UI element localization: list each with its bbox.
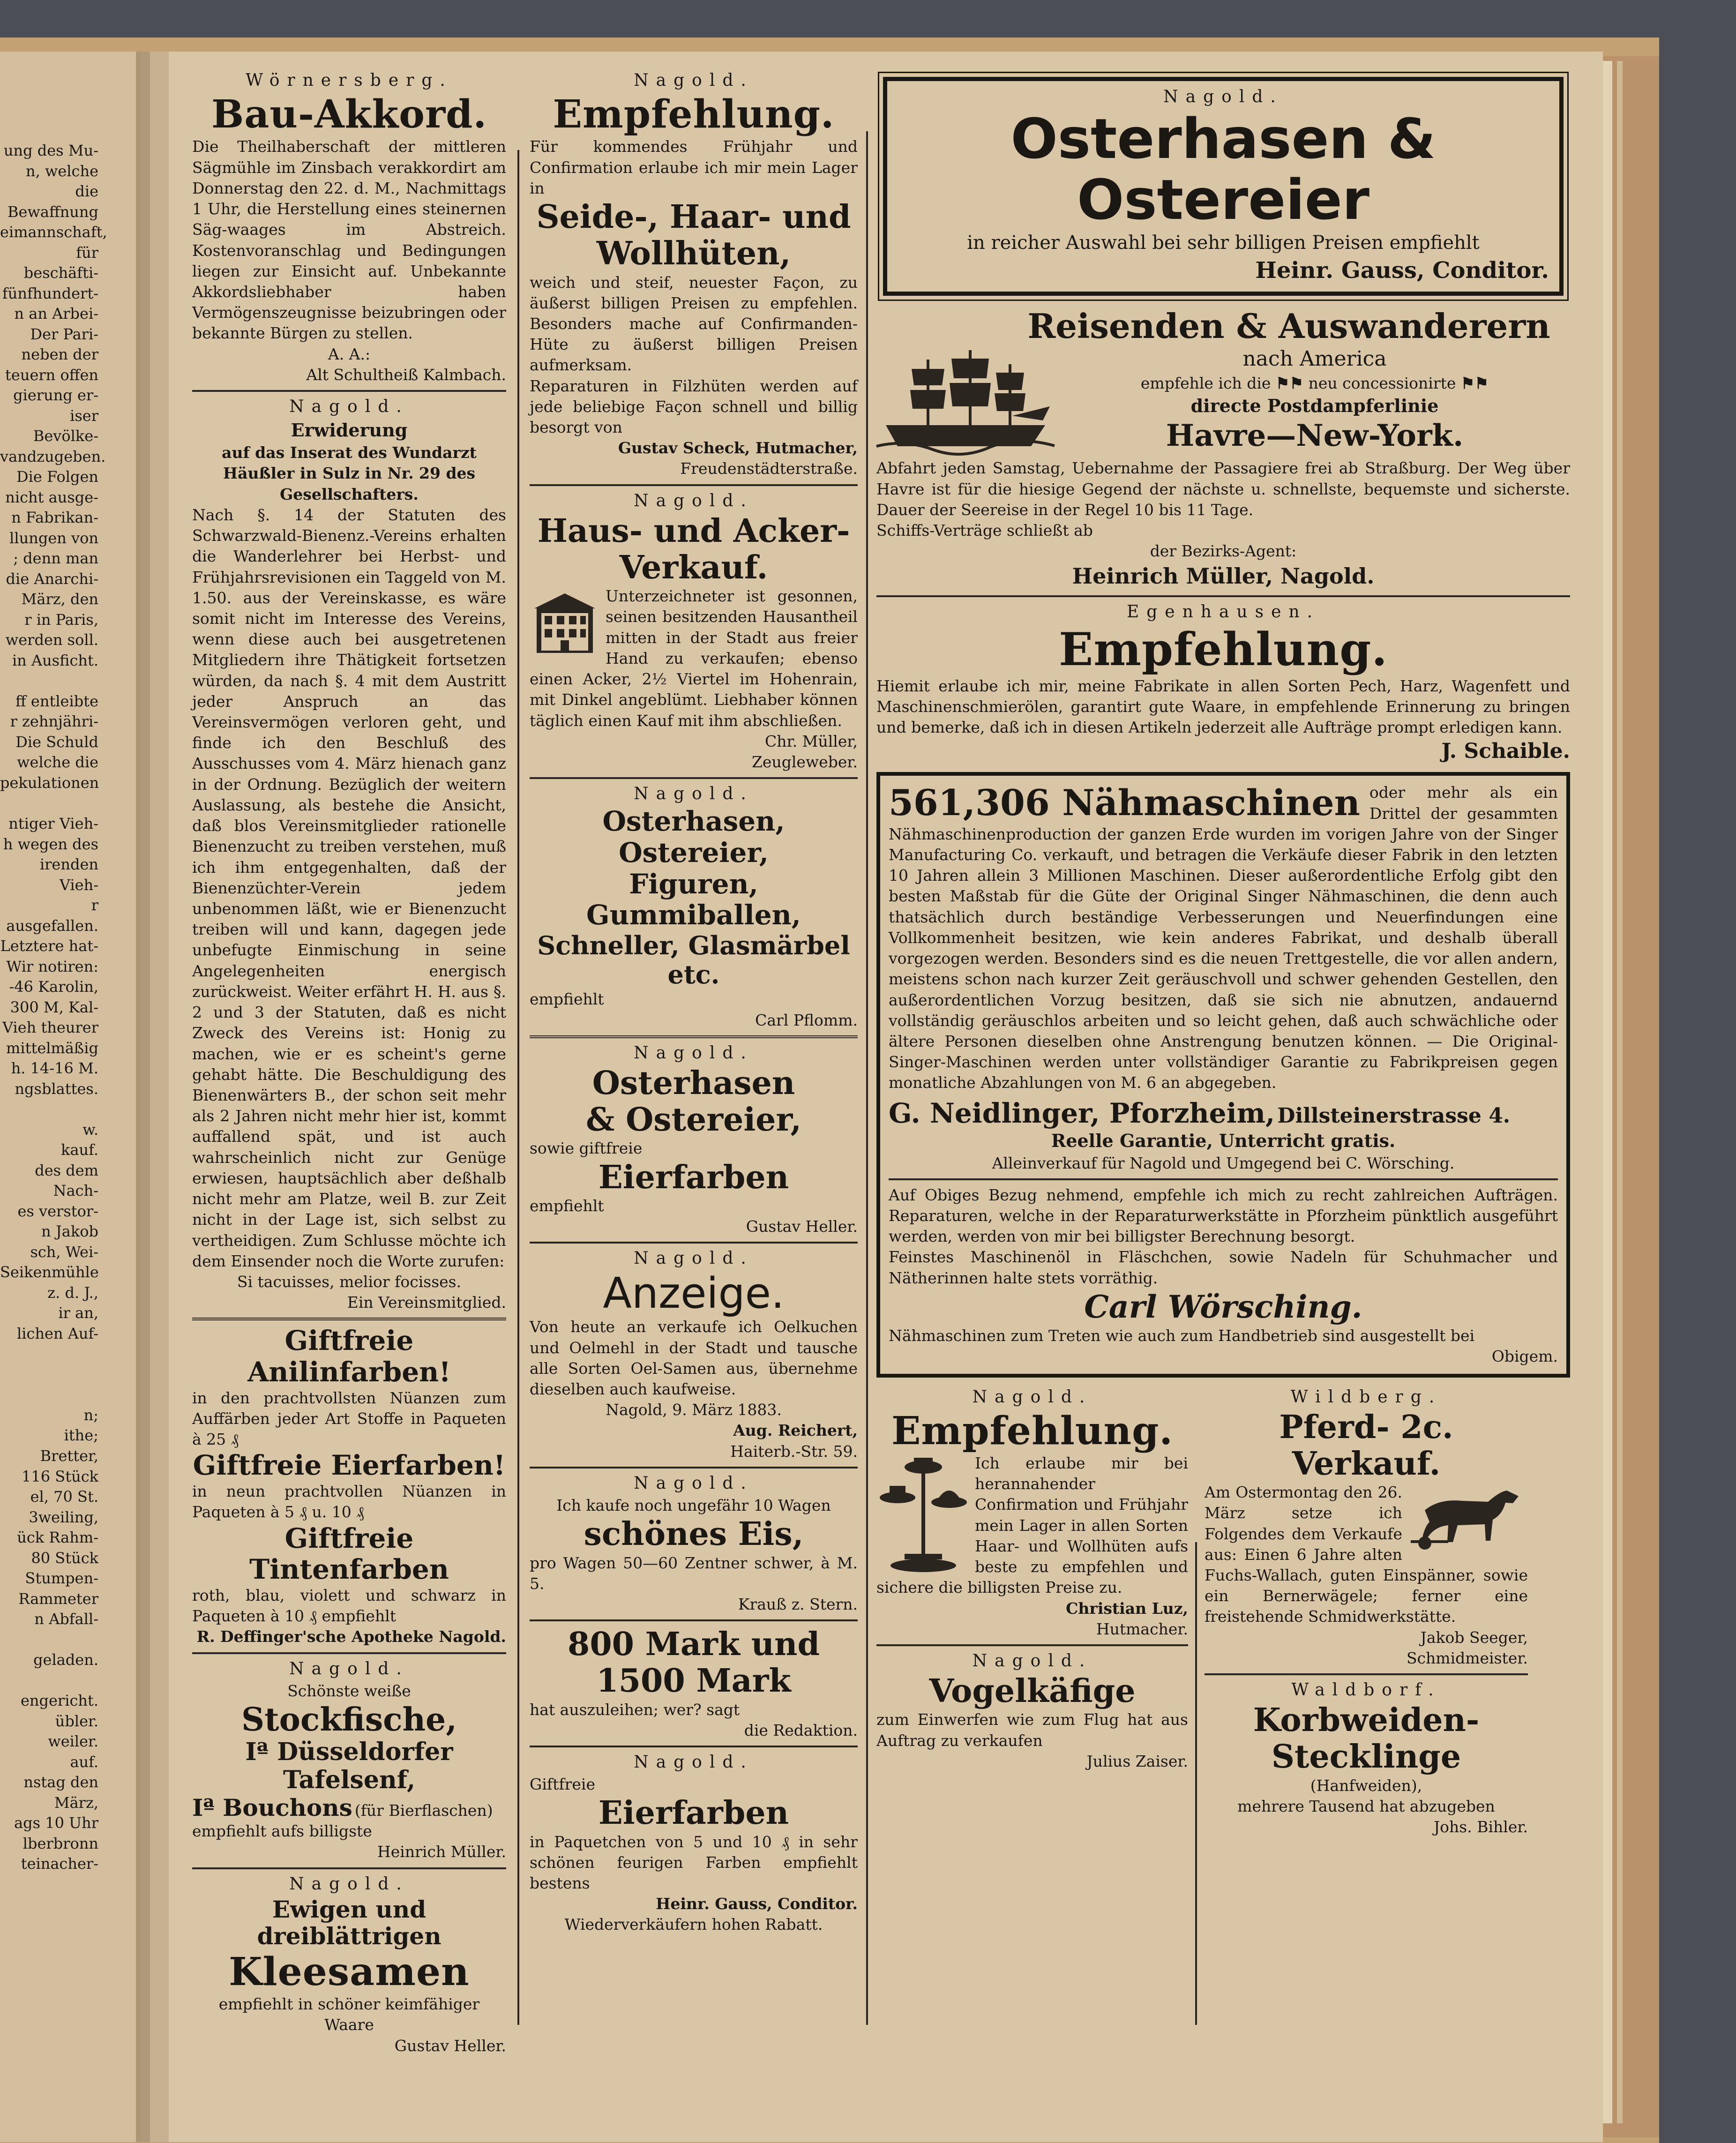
- ad-place: Nagold.: [972, 1387, 1092, 1407]
- column-divider: [517, 150, 519, 2025]
- left-page-line: teinacher-: [21, 1855, 98, 1873]
- ad-kleesamen: [192, 1874, 506, 2056]
- ad-headline: Osterhasen & Ostereier: [1010, 106, 1436, 232]
- ad-headline: Osterhasen, Ostereier,: [602, 805, 785, 869]
- ad-alleinverkauf: Alleinverkauf für Nagold und Umgegend bei C. Wörsching.: [992, 1154, 1455, 1172]
- left-page-line: h. 14-16 M.: [11, 1059, 98, 1078]
- left-page-line: Bretter,: [40, 1447, 98, 1465]
- left-page-line: Die Schuld: [15, 733, 98, 751]
- separator: [192, 1867, 506, 1869]
- ad-signature: Alt Schultheiß Kalmbach.: [306, 365, 506, 384]
- ad-headline: Empfehlung.: [553, 92, 835, 137]
- ad-signature: Heinrich Müller.: [377, 1843, 506, 1861]
- ad-headline: Empfehlung.: [1059, 623, 1388, 676]
- ad-signature: Krauß z. Stern.: [738, 1595, 858, 1613]
- ad-place: Nagold.: [1163, 87, 1283, 106]
- ad-signature: Christian Luz,: [1066, 1599, 1188, 1618]
- flag-icon: ⚑⚑: [1460, 374, 1489, 393]
- left-page-line: eimannschaft,: [0, 223, 107, 241]
- ad-text: weich und steif, neuester Façon, zu äußerst billigen Preisen zu empfehlen. Besonders mache auf Confirmanden-Hüte zu äußerst billigen Preisen aufmerksam.: [530, 273, 858, 375]
- ad-text: Ich kaufe noch ungefähr 10 Wagen: [556, 1496, 831, 1515]
- ad-signature: Carl Pflomm.: [755, 1011, 858, 1029]
- ad-signature: Heinr. Gauss, Conditor.: [656, 1895, 858, 1913]
- ad-bauakkord: [192, 70, 506, 385]
- left-page-fragments: [0, 141, 107, 2016]
- left-page-line: lberbronn: [22, 1834, 98, 1852]
- left-page-line: 116 Stück: [22, 1467, 98, 1485]
- separator: [1205, 1673, 1528, 1675]
- left-page-line: iser Bevölke-: [33, 406, 98, 445]
- separator: [530, 1467, 858, 1469]
- ad-text: Für kommendes Frühjahr und Confirmation erlaube ich mir mein Lager in: [530, 137, 858, 197]
- left-page-line: ithe;: [64, 1426, 98, 1445]
- column-divider: [866, 131, 868, 2025]
- left-page-line: sch, Wei-: [30, 1243, 98, 1261]
- left-page-text: [0, 141, 107, 1874]
- ad-place: Nagold.: [634, 1043, 754, 1063]
- left-page-line: [0, 1099, 98, 1120]
- left-page-line: ngsblattes.: [15, 1079, 98, 1098]
- ad-stockfische: [192, 1659, 506, 1863]
- ad-headline: Iª Bouchons: [192, 1793, 352, 1821]
- ad-text: oder mehr als ein Drittel der gesammten Nähmaschinenproduction der ganzen Erde wurden im vorigen Jahre von der Singer Manufacturing Co. verkauft, und betragen die Verkäufe dieser Fabrik in den letzten 10 Jahren allein 3 Millionen Maschinen. Dieser außerordentliche Erfolg gibt den besten Maßstab für die Güte der Original Singer Nähmaschinen, die denn auch thatsächlich durch beständige Verbesserungen und Neuerfindungen eine Vollkommenheit besitzen, wie kein anderes Fabrikat, und deshalb überall vorgezogen werden. Besonders sind es die neuen Trettgestelle, die vor allen andern, meistens schon nach kurzer Zeit geräuschvoll und schwer gehenden Gestellen, den außerordentlichen Vorzug besitzen, daß sie sich nie abnutzen, andauernd vollständig geräuschlos arbeiten und so leicht gehen, daß auch schwächliche oder ältere Personen dieselben ohne Anstrengung benutzen können. — Die Original-Singer-Maschinen werden unter vollständiger Garantie zu Fabrikpreisen gegen monatliche Abzahlungen von M. 6 an abgegeben.: [889, 783, 1558, 1092]
- ad-osterhasen-pflomm: [530, 784, 858, 1031]
- left-page-line: n Fabrikan-: [11, 509, 98, 527]
- left-page-line: kauf.: [61, 1141, 98, 1159]
- separator: [876, 595, 1570, 597]
- ad-mark: [530, 1626, 858, 1741]
- left-page-line: ; denn man: [13, 549, 98, 568]
- horse-icon: [1406, 1482, 1528, 1552]
- left-page-line: ags 10 Uhr: [14, 1814, 98, 1832]
- left-page-line: Vieh theurer: [2, 1019, 98, 1037]
- column-2: [530, 70, 858, 2039]
- ad-text-part: empfehle ich die: [1140, 374, 1271, 393]
- ad-text: in den prachtvollsten Nüanzen zum Auffärben jeder Art Stoffe in Paqueten à 25 ₰: [192, 1388, 506, 1449]
- left-page-line: 300 M, Kal-: [10, 998, 98, 1016]
- ad-headline: Vogelkäfige: [929, 1672, 1136, 1710]
- left-page-line: n an Arbei-: [14, 305, 98, 323]
- ad-text: Hiemit erlaube ich mir, meine Fabrikate in allen Sorten Pech, Harz, Wagenfett und Maschinenschmierölen, garantirt gute Waare, in empfehlende Erinnerung zu bringen und bemerke, daß ich in diesen Artikeln jederzeit alle Aufträge prompt erledigen kann.: [876, 676, 1570, 737]
- ad-title: Zeugleweber.: [752, 753, 858, 772]
- ad-anzeige: [530, 1248, 858, 1462]
- ad-subhead: directe Postdampferlinie: [1190, 395, 1439, 416]
- left-page-line: n, welche die: [26, 162, 98, 201]
- left-page-line: llungen von: [9, 529, 98, 547]
- left-page-line: pekulationen: [0, 773, 99, 792]
- separator: [530, 1035, 858, 1038]
- left-page-line: nicht ausge-: [5, 488, 98, 506]
- ad-text: Feinstes Maschinenöl in Fläschchen, sowie Nadeln für Schuhmacher und Nätherinnen halte stets vorräthig.: [889, 1248, 1558, 1287]
- ad-address: Freudenstädterstraße.: [680, 459, 858, 478]
- separator: [530, 1619, 858, 1621]
- ad-headline: Erwiderung: [291, 420, 408, 441]
- ad-anilinfarben: [192, 1325, 506, 1647]
- ad-text: Obigem.: [1491, 1347, 1558, 1366]
- separator: [192, 1652, 506, 1654]
- left-page-line: z. d. J.,: [47, 1283, 98, 1302]
- ad-headline: Kleesamen: [229, 1949, 470, 1994]
- ad-place: Nagold.: [289, 397, 409, 417]
- ad-eis: [530, 1473, 858, 1615]
- left-page-line: Seikenmühle: [0, 1263, 99, 1281]
- ad-text: in reicher Auswahl bei sehr billigen Preisen empfiehlt: [967, 232, 1480, 254]
- left-page-line: teuern offen: [5, 366, 98, 384]
- ad-headline: Giftfreie Anilinfarben!: [247, 1325, 451, 1388]
- left-page-line: r zehnjähri-: [10, 712, 98, 731]
- ad-text: pro Wagen 50—60 Zentner schwer, à M. 5.: [530, 1553, 858, 1593]
- left-page-line: Die Folgen: [16, 468, 98, 486]
- ad-pretext: sowie giftfreie: [530, 1139, 643, 1158]
- ad-headline: Seide-, Haar- und Wollhüten,: [536, 198, 851, 273]
- ad-subhead: nach America: [1242, 347, 1387, 371]
- ad-address: Haiterb.-Str. 59.: [730, 1442, 858, 1461]
- ad-schaible: [876, 602, 1570, 765]
- ad-place: Nagold.: [972, 1651, 1092, 1671]
- left-page-line: es verstor-: [17, 1202, 98, 1220]
- ad-text: Unterzeichneter ist gesonnen, seinen besitzenden Hausantheil mitten in der Stadt aus freier Hand zu verkaufen; ebenso einen Acker, 2½ Viertel im Hohenrain, mit Dinkel angeblümt. Liebhaber können täglich einen Kauf mit ihm abschließen.: [530, 587, 858, 730]
- left-page-line: -46 Karolin,: [9, 978, 98, 996]
- left-page-line: n;: [83, 1406, 98, 1424]
- ad-text: Am Ostermontag den 26. März setze ich Folgendes dem Verkaufe aus: Einen 6 Jahre alten Fuchs-Wallach, guten Einspänner, sowie ein Bernerwägele; ferner eine freistehende Schmidwerkstätte.: [1205, 1483, 1528, 1626]
- ad-headline: Bau-Akkord.: [211, 92, 487, 137]
- ad-text: empfiehlt: [530, 1196, 604, 1215]
- separator: [876, 1644, 1188, 1646]
- ad-text: Ich erlaube mir bei herannahender Confirmation und Frühjahr mein Lager in allen Sorten Haar- und Wollhüten aufs beste zu empfehlen und sichere die billigsten Preise zu.: [876, 1454, 1188, 1597]
- ad-text: in Paquetchen von 5 und 10 ₰ in sehr schönen feurigen Farben empfiehlt bestens: [530, 1832, 858, 1893]
- ad-signature: Heinrich Müller, Nagold.: [1072, 563, 1375, 589]
- left-page-line: ück Rahm-: [17, 1529, 98, 1547]
- ad-headline: Haus- und Acker-Verkauf.: [537, 512, 850, 587]
- separator: [530, 1746, 858, 1747]
- left-page-line: ir an,: [58, 1304, 98, 1322]
- ad-headline: Giftfreie Tintenfarben: [249, 1522, 449, 1586]
- ad-place: Nagold.: [634, 491, 754, 510]
- ad-place: Nagold.: [289, 1874, 409, 1894]
- left-page-line: [0, 1344, 98, 1364]
- left-page-line: 3weiling,: [29, 1508, 98, 1526]
- ad-signature: Johs. Bihler.: [1433, 1818, 1528, 1836]
- column-1: [192, 70, 506, 2055]
- ad-firm-address: Dillsteinerstrasse 4.: [1277, 1103, 1511, 1128]
- left-page-line: [0, 1364, 98, 1385]
- left-page-line: welche die: [17, 753, 98, 772]
- ad-empfehlung-hutmacher: [530, 70, 858, 480]
- house-icon: [530, 590, 600, 655]
- ad-place: Nagold.: [634, 784, 754, 804]
- ad-hausverkauf: [530, 491, 858, 773]
- left-page-line: [0, 1671, 98, 1691]
- left-page-line: [0, 671, 98, 691]
- flag-icon: ⚑⚑: [1275, 374, 1304, 393]
- left-page-line: lichen Auf-: [17, 1324, 98, 1342]
- ad-signature: Carl Wörsching.: [1084, 1288, 1362, 1325]
- ad-headline: Reisenden & Auswanderern: [1027, 306, 1550, 346]
- ad-text: Abfahrt jeden Samstag, Uebernahme der Passagiere frei ab Straßburg. Der Weg über Havre ist für die hiesige Gegend der nächste u. schnellste, bequemste und sicherste. Dauer der Seereise in der Regel 10 bis 11 Tage.: [876, 459, 1570, 519]
- ad-firm: G. Neidlinger, Pforzheim,: [889, 1097, 1275, 1129]
- left-page-line: Stumpen-: [25, 1569, 98, 1588]
- ad-garantie: Reelle Garantie, Unterricht gratis.: [1051, 1130, 1396, 1151]
- ad-text: Die Theilhaberschaft der mittleren Sägmühle im Zinsbach verakkordirt am Donnerstag den 22. d. M., Nachmittags 1 Uhr, die Herstellung eines steinernen Säg-waages im Abstreich. Kostenvoranschlag und Bedingungen liegen zur Einsicht auf. Unbekannte Akkordsliebhaber haben Vermögenszeugnisse beizubringen oder bekannte Bürgen zu stellen.: [192, 137, 506, 343]
- left-page-line: vandzugeben.: [0, 447, 106, 465]
- left-page-line: h wegen des: [3, 835, 98, 853]
- left-page-line: mittelmäßig: [6, 1039, 98, 1057]
- ad-place: Nagold.: [289, 1659, 409, 1678]
- ad-headline: 800 Mark und: [568, 1626, 820, 1663]
- ad-headline: schönes Eis,: [584, 1515, 804, 1553]
- left-page-line: r in Paris,: [24, 610, 98, 629]
- left-page-line: für beschäfti-: [23, 243, 98, 282]
- ad-signature: R. Deffinger'sche Apotheke Nagold.: [196, 1627, 506, 1646]
- left-page-line: n Abfall-: [34, 1610, 98, 1628]
- ad-pretext: Giftfreie: [530, 1775, 595, 1794]
- left-page-line: in Ausficht.: [12, 651, 98, 669]
- ad-auswanderer: [876, 307, 1570, 591]
- left-page-line: Rammeter: [18, 1589, 98, 1608]
- ad-signature: Julius Zaiser.: [1086, 1752, 1188, 1770]
- ad-title: Schmidmeister.: [1406, 1648, 1528, 1667]
- ad-text: empfiehlt aufs billigste: [192, 1822, 372, 1841]
- left-page-line: r ausgefallen.: [6, 896, 98, 935]
- left-page-line: [0, 1630, 98, 1650]
- ad-gauss-osterhasen: [883, 77, 1564, 296]
- ad-pferd: [1205, 1387, 1528, 1838]
- ad-signature: die Redaktion.: [744, 1721, 858, 1739]
- left-page-line: des dem Nach-: [35, 1161, 98, 1200]
- left-page-line: Der Pari-: [30, 325, 98, 343]
- ad-date: Nagold, 9. März 1883.: [606, 1401, 782, 1419]
- ad-text: Auf Obiges Bezug nehmend, empfehle ich mich zu recht zahlreichen Aufträgen. Reparaturen, welche in der Reparaturwerkstätte in Pforzheim pünktlich ausgeführt werden, werden von mir bei billigster Berechnung besorgt.: [889, 1185, 1558, 1246]
- left-page-line: irenden Vieh-: [39, 855, 98, 894]
- ad-title: Hutmacher.: [1096, 1619, 1188, 1638]
- ad-headline: 561,306 Nähmaschinen: [889, 782, 1360, 824]
- ad-place: Wörnersberg.: [246, 71, 453, 90]
- left-page-line: die Anarchi-: [6, 569, 98, 588]
- left-page-line: ff entleibte: [15, 692, 98, 710]
- ad-pretext: Schönste weiße: [287, 1681, 411, 1700]
- ad-headline: Eierfarben: [598, 1794, 789, 1832]
- ad-text: Nähmaschinen zum Treten wie auch zum Handbetrieb sind ausgestellt bei: [889, 1326, 1475, 1345]
- hat-stand-icon: [876, 1453, 970, 1575]
- ad-headline: Osterhasen: [592, 1064, 795, 1102]
- ad-route: Havre—New-York.: [1166, 418, 1464, 453]
- separator: [530, 777, 858, 779]
- ad-eierfarben-gauss: [530, 1752, 858, 1935]
- ad-erwiderung: [192, 397, 506, 1313]
- separator: [530, 484, 858, 486]
- ad-headline: Pferd- 2c. Verkauf.: [1279, 1408, 1453, 1483]
- separator: [192, 1318, 506, 1320]
- left-page-line: w.: [82, 1120, 98, 1139]
- left-page-line: Bewaffnung: [7, 202, 98, 221]
- ad-headline: 1500 Mark: [596, 1662, 791, 1700]
- ad-headline: Korbweiden-: [1253, 1701, 1480, 1739]
- ad-text: Reparaturen in Filzhüten werden auf jede beliebige Façon schnell und billig besorgt von: [530, 376, 858, 437]
- left-page-line: neben der: [21, 345, 98, 364]
- ad-signature: Gustav Heller.: [394, 2036, 506, 2055]
- bottom-ads: [876, 1387, 1570, 1860]
- ad-text-part: neu concessionirte: [1308, 374, 1456, 393]
- ad-headline: Empfehlung.: [891, 1408, 1173, 1454]
- ad-signature: Ein Vereinsmitglied.: [347, 1293, 506, 1312]
- left-page-line: übler.: [55, 1712, 98, 1730]
- ad-text: roth, blau, violett und schwarz in Paqueten à 10 ₰ empfiehlt: [192, 1586, 506, 1626]
- ad-text: Nach §. 14 der Statuten des Schwarzwald-Bienenz.-Vereins erhalten die Wanderlehrer bei Herbst- und Frühjahrsrevisionen ein Taggeld von M. 1.50. aus der Vereinskasse, es wäre somit nicht im Interesse des Vereins, wenn diese auch bei ausgetretenen Mitgliedern ihre Thätigkeit fortsetzen würden, da nach §. 4 mit dem Austritt jeder Anspruch an das Vereinsvermögen verloren geht, und finde ich den Beschluß des Ausschusses vom 4. März hienach ganz in der Ordnung. Bezüglich der weitern Auslassung, als bestehe die Ansicht, daß blos Vereinsmitglieder rationelle Bienenzucht zu treiben verstehen, muß ich ihm entgegenhalten, daß der Bienenzüchter-Verein jedem unbenommen läßt, wie er Bienenzucht treiben will und kann, dagegen jede unbefugte Einmischung in seine Angelegenheiten energisch zurückweist. Weiter erfährt H. H. aus §. 2 und 3 der Statuten, daß es nicht Zweck des Vereins ist: Honig zu machen, wie er es scheint's gerne gehabt hätte. Die Beschuldigung des Bienenwärters B., der schon seit mehr als 2 Jahren nicht mehr hier ist, kommt auffallend spät, und ist auch wahrscheinlich nicht zur Genüge erwiesen, hauptsächlich aber deßhalb nicht mehr am Platze, weil B. zur Zeit nicht in der Lage ist, sich selbst zu vertheidigen. Zum Schlusse möchte ich dem Einsender noch die Worte zurufen:: [192, 505, 506, 1270]
- left-page-line: Wir notiren:: [6, 957, 98, 975]
- separator: [530, 1242, 858, 1244]
- left-page-line: fünfhundert-: [2, 284, 98, 302]
- ad-signature: Gustav Scheck, Hutmacher,: [618, 439, 858, 457]
- ad-headline: Stecklinge: [1271, 1738, 1461, 1776]
- ad-headline: Ewigen und dreiblättrigen: [257, 1895, 441, 1950]
- left-page-line: 80 Stück: [31, 1549, 98, 1567]
- ad-luz: [876, 1387, 1188, 1772]
- ad-headline: Iª Düsseldorfer Tafelsenf,: [245, 1738, 453, 1794]
- ad-signature: Heinr. Gauss, Conditor.: [1255, 257, 1549, 284]
- separator: [192, 390, 506, 392]
- ad-headline: Stockfische,: [241, 1701, 457, 1738]
- ad-text: zum Einwerfen wie zum Flug hat aus Auftrag zu verkaufen: [876, 1710, 1188, 1750]
- left-page-line: März, den: [21, 590, 98, 608]
- ad-note: (für Bierflaschen): [354, 1801, 493, 1820]
- ad-naehmaschinen: [876, 772, 1570, 1377]
- ad-text: Schiffs-Verträge schließt ab: [876, 521, 1093, 540]
- left-page-line: werden soll.: [5, 631, 98, 649]
- left-page-line: n Jakob: [41, 1222, 98, 1241]
- ad-subhead: (Hanfweiden),: [1310, 1776, 1422, 1795]
- left-page-line: gierung er-: [13, 386, 98, 405]
- ad-headline: Schneller, Glasmärbel etc.: [537, 930, 850, 990]
- left-page-line: geladen.: [33, 1651, 98, 1669]
- ad-place: Egenhausen.: [1126, 602, 1320, 622]
- left-page-line: nstag den: [23, 1773, 98, 1791]
- ad-footer: Wiederverkäufern hohen Rabatt.: [564, 1915, 823, 1934]
- left-page-line: Letztere hat-: [0, 937, 98, 955]
- left-page-line: ntiger Vieh-: [8, 815, 98, 833]
- ad-place: Nagold.: [634, 71, 754, 90]
- ad-agent: der Bezirks-Agent:: [1150, 542, 1297, 561]
- left-page-line: [0, 794, 98, 814]
- ad-signature: J. Schaible.: [1441, 739, 1570, 764]
- left-page-line: ung des Mu-: [3, 142, 98, 159]
- column-3: [876, 70, 1570, 2039]
- left-page-line: auf.: [70, 1753, 98, 1771]
- ad-place: Waldborf.: [1291, 1680, 1441, 1700]
- ad-headline: Giftfreie Eierfarben!: [193, 1449, 506, 1482]
- ad-signature: Aug. Reichert,: [733, 1421, 858, 1440]
- ad-headline: Figuren, Gummiballen,: [586, 868, 801, 931]
- ad-subhead: auf das Inserat des Wundarzt Häußler in Sulz in Nr. 29 des Gesellschafters.: [222, 443, 477, 503]
- left-page-line: weiler.: [48, 1732, 98, 1751]
- ship-icon: [876, 345, 1055, 458]
- ad-headline: Anzeige.: [603, 1269, 785, 1319]
- ad-text: empfiehlt in schöner keimfähiger Waare: [218, 1995, 480, 2034]
- ad-headline: Eierfarben: [598, 1158, 789, 1196]
- separator: [889, 1178, 1558, 1180]
- ad-place: Nagold.: [634, 1752, 754, 1772]
- left-page-line: März,: [54, 1793, 98, 1812]
- ad-place: Nagold.: [634, 1249, 754, 1268]
- ad-text: in neun prachtvollen Nüanzen in Paqueten à 5 ₰ u. 10 ₰: [192, 1482, 506, 1521]
- ad-place: Nagold.: [634, 1473, 754, 1493]
- ad-latin-quote: Si tacuisses, melior focisses.: [237, 1272, 462, 1291]
- ad-signature: Jakob Seeger,: [1420, 1628, 1528, 1647]
- left-page-line: engericht.: [20, 1692, 98, 1710]
- ad-place: Wildberg.: [1290, 1387, 1442, 1407]
- ad-text: empfiehlt: [530, 990, 604, 1009]
- ad-text: Von heute an verkaufe ich Oelkuchen und Oelmehl in der Stadt und tausche alle Sorten Oel-Samen aus, übernehme dieselben auch kaufweise.: [530, 1318, 858, 1399]
- left-page-line: [0, 1385, 98, 1405]
- ad-signature: Chr. Müller,: [765, 732, 858, 750]
- ad-osterhasen-heller: [530, 1043, 858, 1237]
- ad-text: mehrere Tausend hat abzugeben: [1237, 1797, 1495, 1815]
- ad-text: hat auszuleihen; wer? sagt: [530, 1700, 740, 1719]
- ad-signature: Gustav Heller.: [746, 1217, 858, 1236]
- left-page-line: el, 70 St.: [30, 1488, 98, 1506]
- newspaper-page: [145, 70, 1589, 2055]
- ad-abbrev: A. A.:: [328, 345, 371, 363]
- ad-headline: & Ostereier,: [586, 1101, 801, 1139]
